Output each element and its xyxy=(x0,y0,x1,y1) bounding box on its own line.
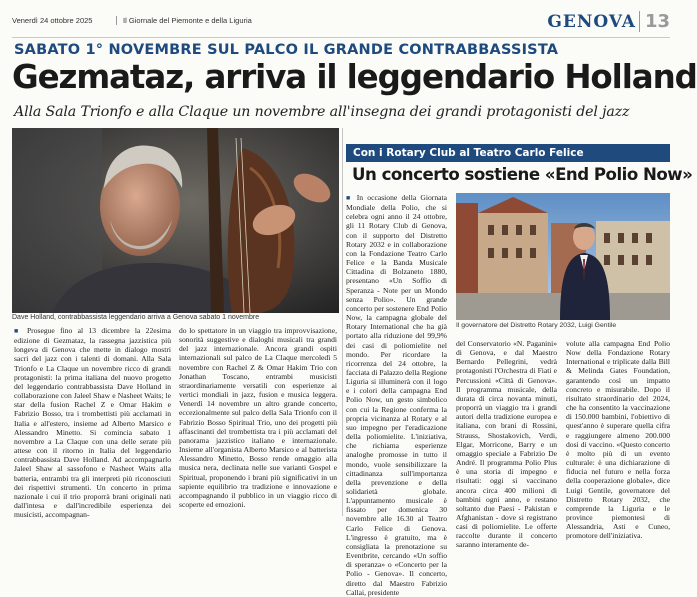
article-headline: Gezmataz, arriva il leggendario Holland xyxy=(12,58,697,96)
sidebar-text-2: del Conservatorio «N. Paganini» di Genova, e dal Maestro Bernardo Pellegrini, vedrà protagonisti l'Orchestra di Fiati e Percussioni «Città di Genova». Il programma musicale, della durata di circa novanta minuti, proporrà un viaggio tra i grandi autori della tradizione europea e italiana, con brani di Rossini, Strauss, Shostakovich, Verdi, Elgar, Morricone, Barry e un omaggio speciale a Fabrizio De André. Il programma Polio Plus è una storia di impegno e risultati: oggi si vaccinano ancora circa 400 milioni di bambini ogni anno, e restano soltanto due Paesi - Pakistan e Afghanistan - dove si registrano casi di poliomielite. Le offerte raccolte durante il concerto saranno interamente de- xyxy=(456,339,557,550)
sidebar-text-1: In occasione della Giornata Mondiale della Polio, che si celebra ogni anno il 24 ottobre, gli 11 Rotary Club di Genova, con il supporto del Distretto Rotary 2032 e in collaborazione con la Fondazione Teatro Carlo Felice e la Banda Musicale Cittadina di Bolzaneto 1880, presentano «Un Soffio di Speranza - Note per un Mondo senza Polio». Un grande concerto per sostenere End Polio Now, la campagna globale del Rotary International che ha già portato alla riduzione del 99,9% dei casi di poliomielite nel mondo. Per ricordare la ricorrenza del 24 ottobre, la facciata di Palazzo della Regione Liguria si illuminerà con il logo e i colori della campagna End Polio Now, un gesto simbolico con cui la Regione conferma la propria vicinanza al Rotary e al suo impegno per l'eradicazione della poliomielite. L'iniziativa, che richiama esperienze analoghe promosse in tutto il mondo, vuole sensibilizzare la cittadinanza sull'importanza della prevenzione e della solidarietà globale. L'appuntamento musicale è fissato per domenica 30 novembre alle 16.30 al Teatro Carlo Felice di Genova. L'ingresso è gratuito, ma è consigliata la prenotazione su Eventbrite, cercando «Un soffio di speranza» o «Concerto per la Polio - Genova». Il concerto, diretto dal Maestro Fabrizio Callai, presidente xyxy=(346,193,447,597)
page-number: 13 xyxy=(639,11,670,32)
masthead-date: Venerdì 24 ottobre 2025 xyxy=(12,16,93,25)
masthead-paper-name: Il Giornale del Piemonte e della Liguria xyxy=(116,16,252,25)
photo-caption: Dave Holland, contrabbassista leggendario arriva a Genova sabato 1 novembre xyxy=(12,314,260,321)
article-text-2: do lo spettatore in un viaggio tra improvvisazione, sonorità suggestive e dialoghi musicali tra grandi del jazz internazionale. Ancora grandi ospiti internazionali sul palco de La Claque mercoledì 5 novembre con Rachel Z & Omar Hakim Trio con Jonathan Toscano, entrambi musicisti straordinariamente versatili con esperienze ai vertici mondiali in jazz, fusion e musica leggera. Venerdì 14 novembre un altro grande concerto, eccezionalmente sul palco della Sala Trionfo con il Fabrizio Bosso Spiritual Trio, uno dei progetti più affascinanti del trombettista tra i più acclamati del panorama jazzistico italiano e internazionale. Insieme all'organista Alberto Marsico e al batterista Alessandro Minetto, Bosso rende omaggio alla musica nera, declinata nelle sue varianti Gospel e Spiritual, proponendo i brani più significativi in un sapiente equilibrio tra tradizione e innovazione e accompagnando il pubblico in un viaggio ricco di scoperte ed emozioni. xyxy=(179,326,337,509)
masthead xyxy=(12,9,670,38)
musician-photo xyxy=(12,128,339,313)
sidebar-headline: Un concerto sostiene «End Polio Now» xyxy=(352,165,693,184)
article-subhead: Alla Sala Trionfo e alla Claque un novembre all'insegna dei grandi protagonisti del jazz xyxy=(14,104,630,120)
column-divider xyxy=(342,128,343,516)
double-bass-player-illustration xyxy=(12,128,339,313)
bullet-square-icon: ■ xyxy=(346,194,353,202)
governor-photo-caption: Il governatore del Distretto Rotary 2032, Luigi Gentile xyxy=(456,322,617,329)
sidebar-column-1 xyxy=(346,193,447,597)
sidebar-column-2 xyxy=(456,339,557,550)
sidebar-text-3: volute alla campagna End Polio Now della Fondazione Rotary International e triplicate dalla Bill & Melinda Gates Foundation, garantendo così un impatto concreto e misurabile. Dopo il risultato straordinario del 2024, che ha consentito la vaccinazione di 150.000 bambini, l'obiettivo di quest'anno è superare quella cifra e raggiungere almeno 200.000 dosi di vaccino. «Questo concerto è molto più di un evento culturale: è una dichiarazione di fiducia nel futuro e nella forza della cooperazione globale», dice Luigi Gentile, governatore del Distretto Rotary 2032, che comprende la Liguria e le province piemontesi di Alessandria, Asti e Cuneo, promotore dell'iniziativa. xyxy=(566,339,670,541)
sidebar-column-3 xyxy=(566,339,670,541)
article-column-2 xyxy=(179,326,337,516)
sidebar-banner xyxy=(346,144,670,162)
section-name: GENOVA xyxy=(547,12,636,32)
article-kicker: SABATO 1° NOVEMBRE SUL PALCO IL GRANDE CONTRABBASSISTA xyxy=(14,42,559,58)
article-text-1: Prosegue fino al 13 dicembre la 22esima edizione di Gezmataz, la rassegna jazzistica più longeva di Genova che mette in dialogo mostri sacri del jazz con i talenti di domani. Alla Sala Trionfo e La Claque un novembre ricco di grandi protagonisti: la prima italiana del nuovo progetto del leggendario contrabbassista Dave Holland in collaborazione con Jaleel Shaw e Nasheet Waits; le star della fusion Rachel Z e Omar Hakim e Fabrizio Bosso, tra i trombettisti più acclamati in Italia e all'estero, insieme ad Alberto Marsico e Alessandro Minetto. Si comincia sabato 1 novembre a La Claque con una delle serate più attese con il ritorno in Italia del leggendario contrabbassista Dave Holland. Ad accompagnarlo Jaleel Shaw al sassofono e Nasheet Waits alla batteria, entrambi tra gli interpreti più riconosciuti dei rispettivi strumenti. Un concerto in prima nazionale i cui il trio proporrà brani originali nati dall'intesa e dall'incredibile esperienza dei musicisti, accompagnan- xyxy=(14,326,171,520)
bullet-square-icon: ■ xyxy=(14,327,22,335)
governor-in-square-illustration xyxy=(456,193,670,320)
article-column-1 xyxy=(14,326,171,520)
governor-photo xyxy=(456,193,670,320)
sidebar-banner-text: Con i Rotary Club al Teatro Carlo Felice xyxy=(353,147,584,159)
